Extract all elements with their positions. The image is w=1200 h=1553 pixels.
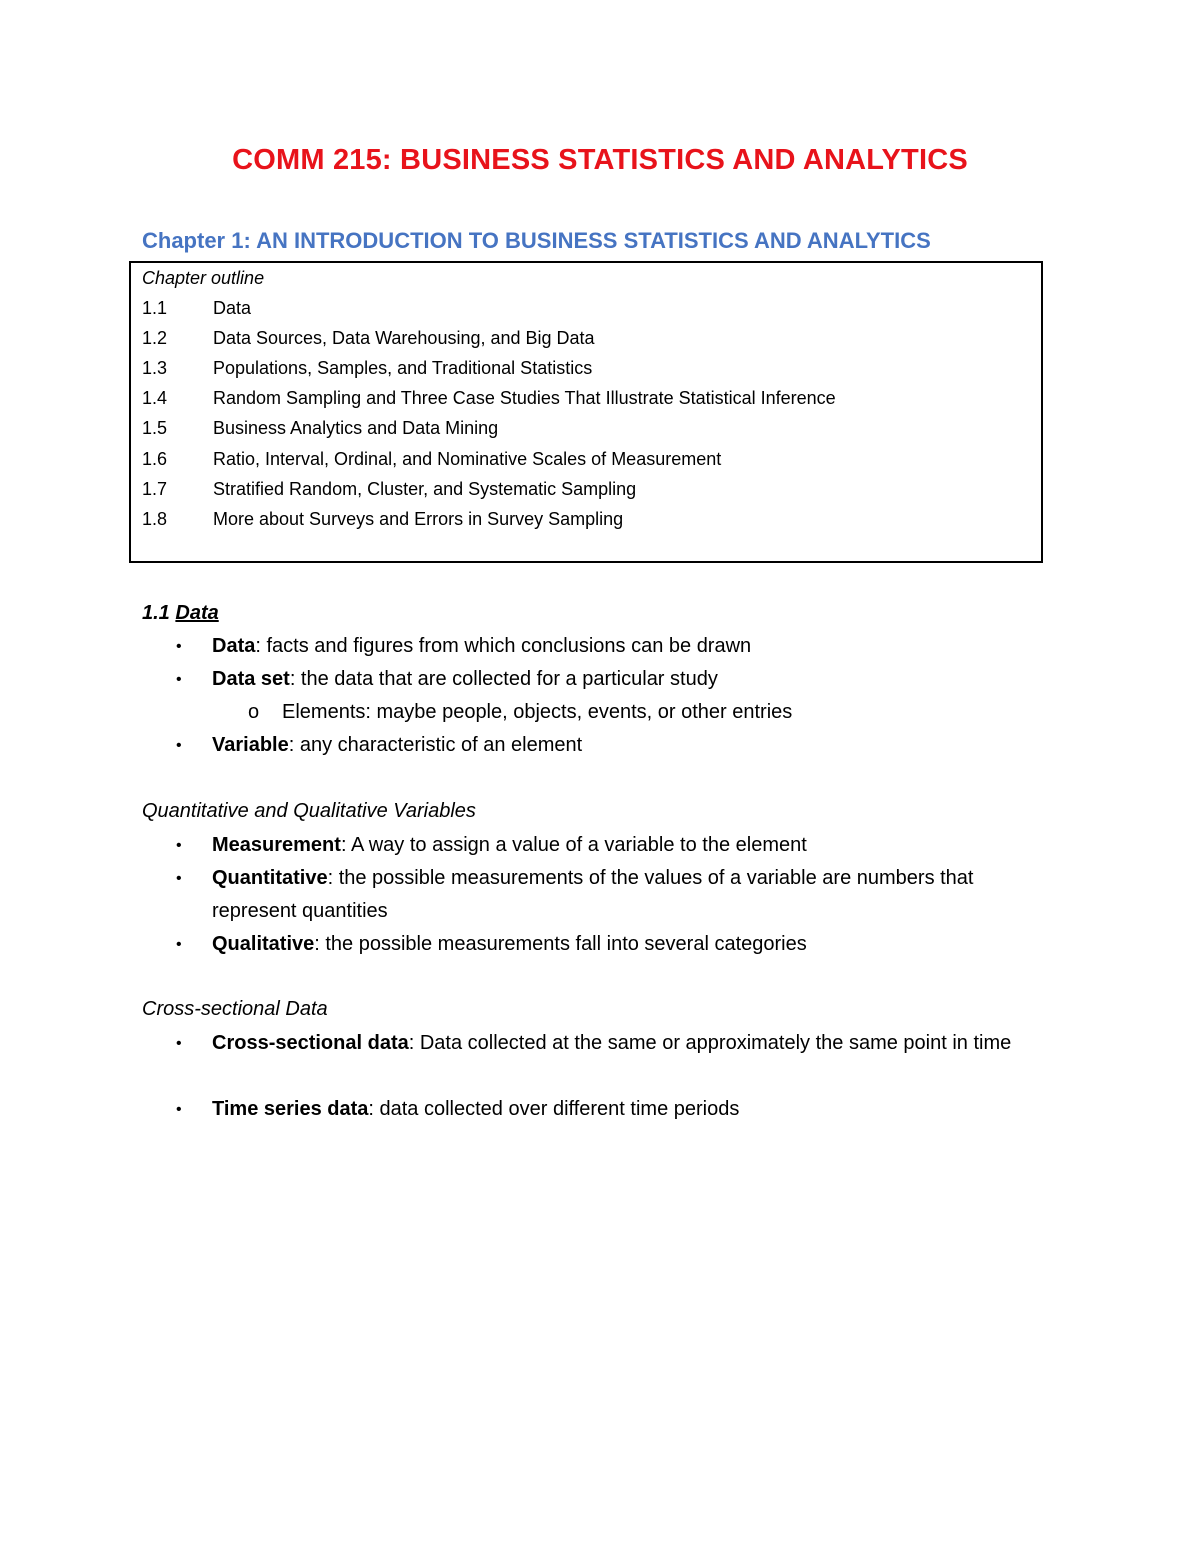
outline-item-number: 1.6 xyxy=(142,449,168,469)
outline-item-number: 1.8 xyxy=(142,509,168,529)
term: Cross-sectional data xyxy=(212,1032,409,1054)
outline-item-label: More about Surveys and Errors in Survey Sampling xyxy=(213,509,624,529)
outline-item-number: 1.2 xyxy=(142,328,168,348)
list-item xyxy=(176,1027,1036,1060)
outline-item-number: 1.4 xyxy=(142,388,168,408)
outline-item-label: Random Sampling and Three Case Studies That Illustrate Statistical Inference xyxy=(213,388,836,408)
outline-item-label: Data Sources, Data Warehousing, and Big Data xyxy=(213,328,595,348)
sub-bullet-text: Elements: maybe people, objects, events, or other entries xyxy=(282,701,793,723)
outline-item-number: 1.3 xyxy=(142,358,168,378)
list-item xyxy=(176,862,1036,928)
list-item xyxy=(176,928,1036,961)
bullet-icon: • xyxy=(176,837,182,854)
subheading: Quantitative and Qualitative Variables xyxy=(142,800,476,822)
bullet-icon: • xyxy=(176,1101,182,1118)
list-item xyxy=(176,1093,1036,1126)
section-heading xyxy=(142,602,219,625)
definition: : facts and figures from which conclusions can be drawn xyxy=(255,635,752,657)
list-item xyxy=(176,729,1036,762)
term: Data set xyxy=(212,668,290,690)
outline-item-label: Stratified Random, Cluster, and Systematic Sampling xyxy=(213,479,637,499)
subheading: Cross-sectional Data xyxy=(142,998,328,1020)
outline-item xyxy=(142,449,721,470)
term: Measurement xyxy=(212,834,341,856)
outline-item xyxy=(142,388,836,409)
outline-item-label: Ratio, Interval, Ordinal, and Nominative Scales of Measurement xyxy=(213,449,722,469)
outline-item xyxy=(142,328,595,349)
section-number: 1.1 xyxy=(142,602,170,624)
sub-list-item xyxy=(248,696,792,729)
list-item xyxy=(176,663,1036,696)
chapter-outline-box xyxy=(129,261,1043,563)
outline-heading: Chapter outline xyxy=(142,268,265,288)
outline-item-number: 1.1 xyxy=(142,298,168,318)
outline-item-number: 1.5 xyxy=(142,418,168,438)
outline-item-label: Data xyxy=(213,298,252,318)
section-title: Data xyxy=(175,602,219,624)
outline-item xyxy=(142,358,592,379)
bullet-icon: • xyxy=(176,737,182,754)
bullet-icon: • xyxy=(176,638,182,655)
term: Data xyxy=(212,635,256,657)
outline-item xyxy=(142,298,251,319)
document-title: COMM 215: BUSINESS STATISTICS AND ANALYTICS xyxy=(232,144,968,176)
bullet-icon: • xyxy=(176,671,182,688)
outline-item-label: Business Analytics and Data Mining xyxy=(213,418,499,438)
outline-item xyxy=(142,479,636,500)
definition: : Data collected at the same or approximately the same point in time xyxy=(408,1032,1012,1054)
bullet-icon: • xyxy=(176,1035,182,1052)
term: Quantitative xyxy=(212,867,328,889)
outline-item xyxy=(142,509,623,530)
definition: : the possible measurements of the values of a variable are numbers that represent quantities xyxy=(212,867,974,922)
list-item xyxy=(176,630,1036,663)
outline-item-label: Populations, Samples, and Traditional Statistics xyxy=(213,358,593,378)
bullet-icon: • xyxy=(176,870,182,887)
term: Variable xyxy=(212,734,289,756)
definition: : the possible measurements fall into several categories xyxy=(314,933,807,955)
outline-item-number: 1.7 xyxy=(142,479,168,499)
term: Qualitative xyxy=(212,933,315,955)
circle-bullet-icon: o xyxy=(248,701,260,723)
term: Time series data xyxy=(212,1098,369,1120)
bullet-icon: • xyxy=(176,936,182,953)
definition: : data collected over different time periods xyxy=(368,1098,740,1120)
outline-item xyxy=(142,418,498,439)
definition: : A way to assign a value of a variable to the element xyxy=(340,834,807,856)
definition: : the data that are collected for a particular study xyxy=(289,668,718,690)
chapter-title: Chapter 1: AN INTRODUCTION TO BUSINESS STATISTICS AND ANALYTICS xyxy=(142,228,931,253)
definition: : any characteristic of an element xyxy=(288,734,583,756)
list-item xyxy=(176,829,1036,862)
